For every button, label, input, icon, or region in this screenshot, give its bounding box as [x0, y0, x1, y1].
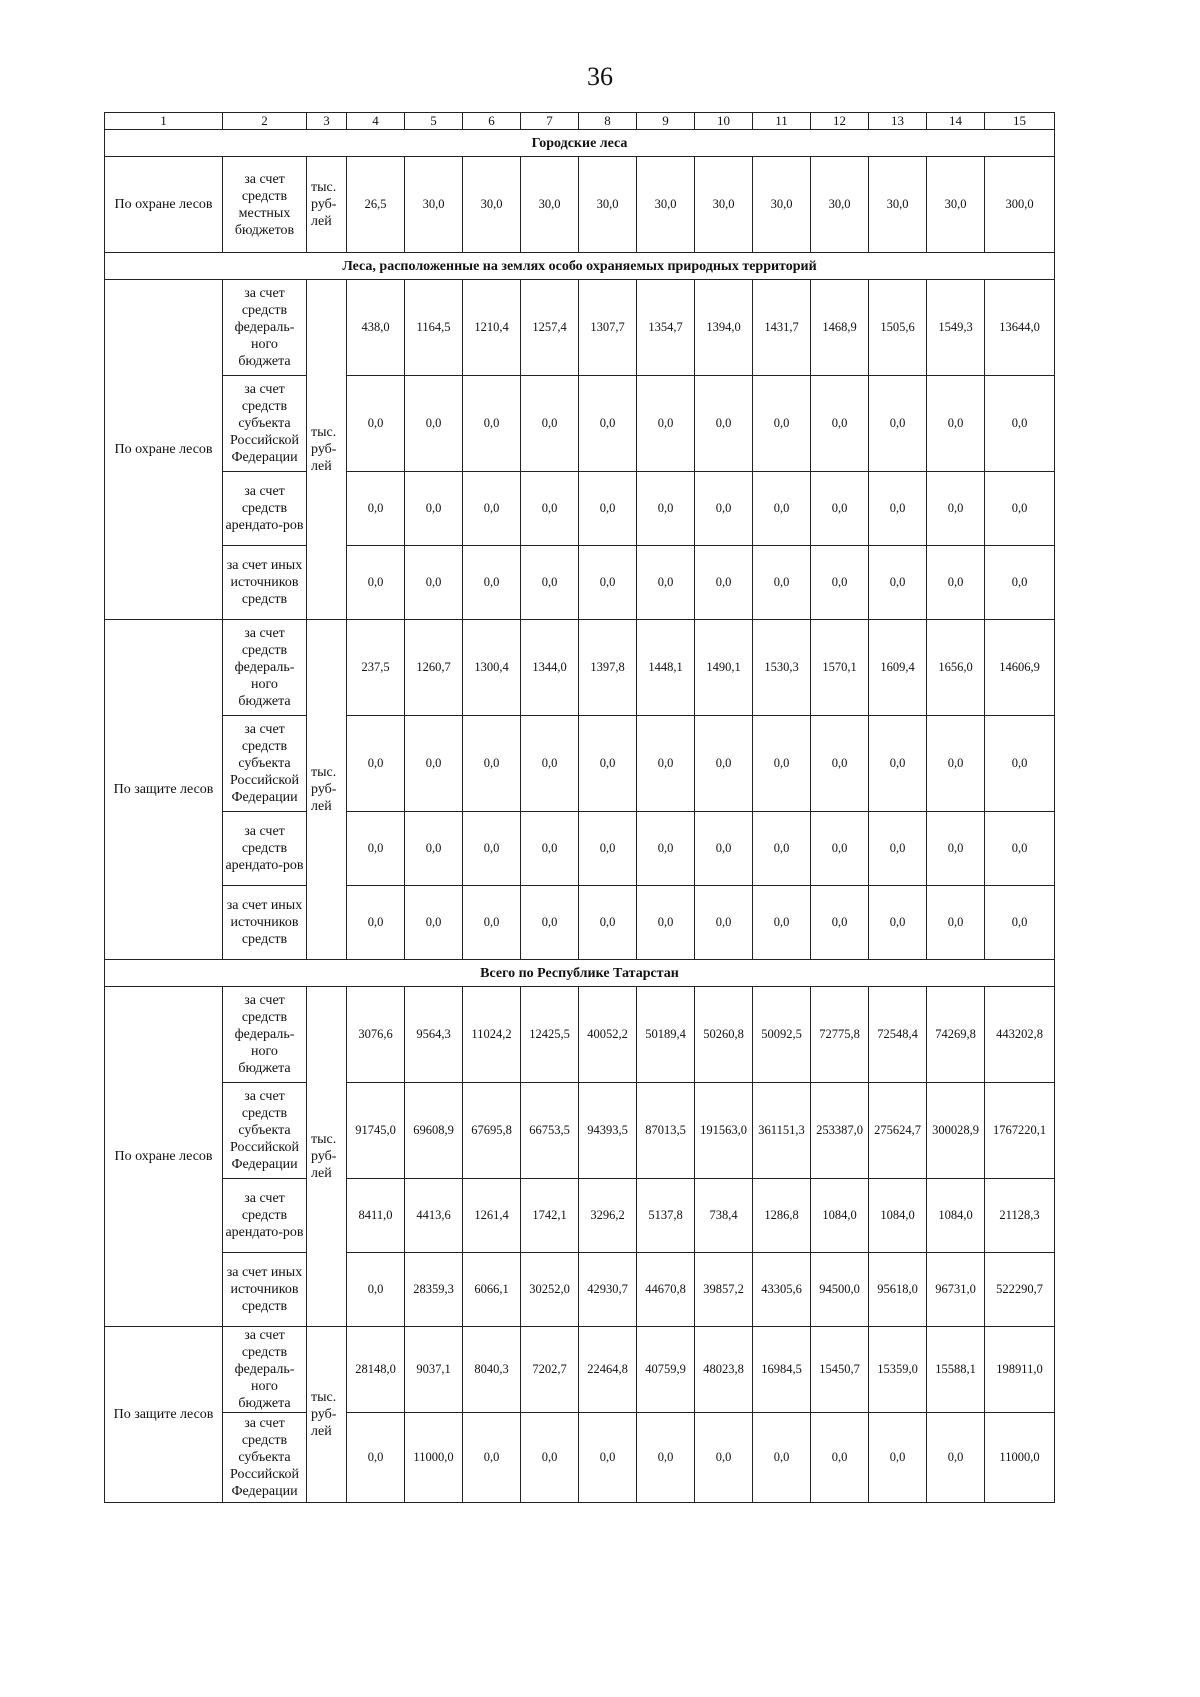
value-cell: 0,0 [927, 546, 985, 620]
value-cell: 1354,7 [637, 280, 695, 376]
value-cell: 0,0 [463, 546, 521, 620]
value-cell: 0,0 [753, 546, 811, 620]
value-cell: 1260,7 [405, 620, 463, 716]
value-cell: 43305,6 [753, 1253, 811, 1327]
value-cell: 40759,9 [637, 1327, 695, 1413]
value-cell: 0,0 [405, 716, 463, 812]
value-cell: 522290,7 [985, 1253, 1055, 1327]
value-cell: 1431,7 [753, 280, 811, 376]
value-cell: 30252,0 [521, 1253, 579, 1327]
value-cell: 0,0 [753, 886, 811, 960]
unit-cell: тыс. руб-лей [307, 280, 347, 620]
value-cell: 94500,0 [811, 1253, 869, 1327]
value-cell: 1656,0 [927, 620, 985, 716]
value-cell: 1570,1 [811, 620, 869, 716]
value-cell: 0,0 [869, 812, 927, 886]
value-cell: 1164,5 [405, 280, 463, 376]
value-cell: 237,5 [347, 620, 405, 716]
table-row [105, 280, 1055, 376]
value-cell: 0,0 [405, 376, 463, 472]
value-cell: 0,0 [521, 886, 579, 960]
value-cell: 50260,8 [695, 987, 753, 1083]
value-cell: 0,0 [927, 886, 985, 960]
value-cell: 198911,0 [985, 1327, 1055, 1413]
value-cell: 87013,5 [637, 1083, 695, 1179]
column-number: 6 [463, 113, 521, 130]
funding-source-cell: за счет иных источников средств [223, 546, 307, 620]
section-title-row [105, 253, 1055, 280]
table-row [105, 472, 1055, 546]
value-cell: 0,0 [521, 546, 579, 620]
column-number: 2 [223, 113, 307, 130]
value-cell: 30,0 [927, 157, 985, 253]
value-cell: 0,0 [811, 812, 869, 886]
section-title-row [105, 960, 1055, 987]
value-cell: 0,0 [869, 1413, 927, 1503]
funding-source-cell: за счет средств федераль-ного бюджета [223, 280, 307, 376]
value-cell: 9037,1 [405, 1327, 463, 1413]
value-cell: 0,0 [753, 812, 811, 886]
column-number-row [105, 113, 1055, 130]
value-cell: 0,0 [579, 546, 637, 620]
value-cell: 0,0 [811, 546, 869, 620]
value-cell: 21128,3 [985, 1179, 1055, 1253]
value-cell: 0,0 [637, 886, 695, 960]
value-cell: 0,0 [347, 812, 405, 886]
value-cell: 0,0 [463, 812, 521, 886]
funding-source-cell: за счет иных источников средств [223, 1253, 307, 1327]
column-number: 11 [753, 113, 811, 130]
value-cell: 72775,8 [811, 987, 869, 1083]
funding-source-cell: за счет средств субъекта Российской Федерации [223, 376, 307, 472]
unit-cell: тыс. руб-лей [307, 620, 347, 960]
value-cell: 0,0 [753, 716, 811, 812]
value-cell: 1609,4 [869, 620, 927, 716]
value-cell: 0,0 [579, 1413, 637, 1503]
value-cell: 22464,8 [579, 1327, 637, 1413]
table-body [105, 113, 1055, 1503]
funding-source-cell: за счет средств арендато-ров [223, 1179, 307, 1253]
value-cell: 8040,3 [463, 1327, 521, 1413]
funding-source-cell: за счет средств субъекта Российской Федерации [223, 716, 307, 812]
value-cell: 0,0 [811, 376, 869, 472]
table-row [105, 716, 1055, 812]
value-cell: 6066,1 [463, 1253, 521, 1327]
value-cell: 275624,7 [869, 1083, 927, 1179]
table-row [105, 546, 1055, 620]
value-cell: 0,0 [869, 472, 927, 546]
value-cell: 0,0 [869, 886, 927, 960]
table-row [105, 1413, 1055, 1503]
value-cell: 1448,1 [637, 620, 695, 716]
value-cell: 11000,0 [985, 1413, 1055, 1503]
funding-source-cell: за счет средств местных бюджетов [223, 157, 307, 253]
value-cell: 0,0 [579, 376, 637, 472]
value-cell: 26,5 [347, 157, 405, 253]
value-cell: 1767220,1 [985, 1083, 1055, 1179]
value-cell: 0,0 [347, 376, 405, 472]
value-cell: 1468,9 [811, 280, 869, 376]
value-cell: 0,0 [521, 376, 579, 472]
funding-source-cell: за счет средств арендато-ров [223, 812, 307, 886]
value-cell: 74269,8 [927, 987, 985, 1083]
value-cell: 0,0 [927, 472, 985, 546]
value-cell: 0,0 [985, 716, 1055, 812]
funding-source-cell: за счет средств федераль-ного бюджета [223, 620, 307, 716]
value-cell: 0,0 [695, 886, 753, 960]
value-cell: 11024,2 [463, 987, 521, 1083]
value-cell: 40052,2 [579, 987, 637, 1083]
column-number: 8 [579, 113, 637, 130]
value-cell: 191563,0 [695, 1083, 753, 1179]
column-number: 5 [405, 113, 463, 130]
table-row [105, 376, 1055, 472]
value-cell: 5137,8 [637, 1179, 695, 1253]
page-number: 36 [587, 62, 613, 91]
value-cell: 0,0 [463, 376, 521, 472]
value-cell: 13644,0 [985, 280, 1055, 376]
value-cell: 72548,4 [869, 987, 927, 1083]
value-cell: 48023,8 [695, 1327, 753, 1413]
value-cell: 0,0 [521, 716, 579, 812]
value-cell: 0,0 [753, 376, 811, 472]
value-cell: 0,0 [637, 472, 695, 546]
value-cell: 0,0 [637, 812, 695, 886]
value-cell: 50092,5 [753, 987, 811, 1083]
value-cell: 300028,9 [927, 1083, 985, 1179]
value-cell: 15359,0 [869, 1327, 927, 1413]
value-cell: 0,0 [579, 716, 637, 812]
value-cell: 30,0 [463, 157, 521, 253]
value-cell: 44670,8 [637, 1253, 695, 1327]
value-cell: 0,0 [927, 716, 985, 812]
value-cell: 0,0 [463, 472, 521, 546]
column-number: 7 [521, 113, 579, 130]
value-cell: 0,0 [753, 472, 811, 546]
value-cell: 0,0 [985, 376, 1055, 472]
value-cell: 8411,0 [347, 1179, 405, 1253]
value-cell: 50189,4 [637, 987, 695, 1083]
table-row [105, 620, 1055, 716]
value-cell: 300,0 [985, 157, 1055, 253]
value-cell: 39857,2 [695, 1253, 753, 1327]
value-cell: 438,0 [347, 280, 405, 376]
value-cell: 0,0 [927, 1413, 985, 1503]
value-cell: 0,0 [579, 886, 637, 960]
value-cell: 95618,0 [869, 1253, 927, 1327]
value-cell: 3296,2 [579, 1179, 637, 1253]
value-cell: 0,0 [869, 376, 927, 472]
value-cell: 30,0 [695, 157, 753, 253]
value-cell: 0,0 [347, 716, 405, 812]
value-cell: 0,0 [347, 1413, 405, 1503]
activity-cell: По охране лесов [105, 280, 223, 620]
value-cell: 30,0 [521, 157, 579, 253]
value-cell: 0,0 [521, 812, 579, 886]
table-row [105, 886, 1055, 960]
column-number: 13 [869, 113, 927, 130]
unit-cell: тыс. руб-лей [307, 157, 347, 253]
value-cell: 0,0 [637, 376, 695, 472]
value-cell: 0,0 [405, 812, 463, 886]
activity-cell: По охране лесов [105, 157, 223, 253]
table-row [105, 1083, 1055, 1179]
value-cell: 1742,1 [521, 1179, 579, 1253]
value-cell: 7202,7 [521, 1327, 579, 1413]
value-cell: 0,0 [521, 1413, 579, 1503]
forest-funding-table [104, 112, 1055, 1503]
value-cell: 91745,0 [347, 1083, 405, 1179]
activity-cell: По защите лесов [105, 620, 223, 960]
value-cell: 0,0 [927, 376, 985, 472]
value-cell: 30,0 [811, 157, 869, 253]
value-cell: 30,0 [637, 157, 695, 253]
value-cell: 0,0 [811, 716, 869, 812]
value-cell: 28148,0 [347, 1327, 405, 1413]
value-cell: 1286,8 [753, 1179, 811, 1253]
value-cell: 1210,4 [463, 280, 521, 376]
value-cell: 0,0 [463, 716, 521, 812]
value-cell: 16984,5 [753, 1327, 811, 1413]
value-cell: 0,0 [405, 546, 463, 620]
funding-source-cell: за счет средств арендато-ров [223, 472, 307, 546]
value-cell: 12425,5 [521, 987, 579, 1083]
column-number: 14 [927, 113, 985, 130]
column-number: 9 [637, 113, 695, 130]
value-cell: 1084,0 [811, 1179, 869, 1253]
value-cell: 738,4 [695, 1179, 753, 1253]
value-cell: 361151,3 [753, 1083, 811, 1179]
value-cell: 0,0 [405, 472, 463, 546]
value-cell: 253387,0 [811, 1083, 869, 1179]
unit-cell: тыс. руб-лей [307, 1327, 347, 1503]
value-cell: 0,0 [869, 716, 927, 812]
value-cell: 0,0 [637, 716, 695, 812]
table-row [105, 1253, 1055, 1327]
value-cell: 1394,0 [695, 280, 753, 376]
value-cell: 28359,3 [405, 1253, 463, 1327]
table-row [105, 157, 1055, 253]
funding-source-cell: за счет средств субъекта Российской Федерации [223, 1413, 307, 1503]
value-cell: 0,0 [347, 1253, 405, 1327]
value-cell: 3076,6 [347, 987, 405, 1083]
value-cell: 94393,5 [579, 1083, 637, 1179]
column-number: 4 [347, 113, 405, 130]
column-number: 10 [695, 113, 753, 130]
table-row [105, 987, 1055, 1083]
value-cell: 1549,3 [927, 280, 985, 376]
value-cell: 0,0 [695, 376, 753, 472]
value-cell: 1307,7 [579, 280, 637, 376]
value-cell: 0,0 [695, 812, 753, 886]
value-cell: 0,0 [521, 472, 579, 546]
value-cell: 0,0 [347, 886, 405, 960]
value-cell: 0,0 [811, 1413, 869, 1503]
value-cell: 0,0 [579, 812, 637, 886]
section-title-row [105, 130, 1055, 157]
value-cell: 1261,4 [463, 1179, 521, 1253]
funding-source-cell: за счет средств субъекта Российской Федерации [223, 1083, 307, 1179]
value-cell: 0,0 [463, 886, 521, 960]
unit-cell: тыс. руб-лей [307, 987, 347, 1327]
value-cell: 1397,8 [579, 620, 637, 716]
value-cell: 0,0 [579, 472, 637, 546]
value-cell: 0,0 [927, 812, 985, 886]
value-cell: 0,0 [347, 546, 405, 620]
value-cell: 0,0 [869, 546, 927, 620]
value-cell: 42930,7 [579, 1253, 637, 1327]
value-cell: 1300,4 [463, 620, 521, 716]
value-cell: 30,0 [405, 157, 463, 253]
value-cell: 9564,3 [405, 987, 463, 1083]
value-cell: 0,0 [753, 1413, 811, 1503]
value-cell: 0,0 [695, 716, 753, 812]
funding-source-cell: за счет средств федераль-ного бюджета [223, 987, 307, 1083]
value-cell: 1084,0 [869, 1179, 927, 1253]
value-cell: 0,0 [463, 1413, 521, 1503]
funding-source-cell: за счет средств федераль-ного бюджета [223, 1327, 307, 1413]
value-cell: 0,0 [695, 1413, 753, 1503]
value-cell: 30,0 [753, 157, 811, 253]
value-cell: 0,0 [985, 886, 1055, 960]
column-number: 15 [985, 113, 1055, 130]
value-cell: 30,0 [869, 157, 927, 253]
value-cell: 0,0 [637, 1413, 695, 1503]
value-cell: 15588,1 [927, 1327, 985, 1413]
value-cell: 30,0 [579, 157, 637, 253]
value-cell: 96731,0 [927, 1253, 985, 1327]
section-title: Всего по Республике Татарстан [105, 960, 1055, 987]
section-title: Леса, расположенные на землях особо охраняемых природных территорий [105, 253, 1055, 280]
value-cell: 69608,9 [405, 1083, 463, 1179]
section-title: Городские леса [105, 130, 1055, 157]
activity-cell: По защите лесов [105, 1327, 223, 1503]
table-row [105, 812, 1055, 886]
column-number: 12 [811, 113, 869, 130]
value-cell: 1257,4 [521, 280, 579, 376]
value-cell: 0,0 [985, 546, 1055, 620]
value-cell: 66753,5 [521, 1083, 579, 1179]
value-cell: 1084,0 [927, 1179, 985, 1253]
value-cell: 4413,6 [405, 1179, 463, 1253]
table-row [105, 1327, 1055, 1413]
value-cell: 0,0 [985, 472, 1055, 546]
value-cell: 0,0 [405, 886, 463, 960]
value-cell: 0,0 [637, 546, 695, 620]
value-cell: 1344,0 [521, 620, 579, 716]
value-cell: 0,0 [985, 812, 1055, 886]
value-cell: 0,0 [695, 472, 753, 546]
value-cell: 15450,7 [811, 1327, 869, 1413]
value-cell: 0,0 [811, 472, 869, 546]
table-row [105, 1179, 1055, 1253]
value-cell: 0,0 [811, 886, 869, 960]
value-cell: 1530,3 [753, 620, 811, 716]
value-cell: 0,0 [347, 472, 405, 546]
value-cell: 443202,8 [985, 987, 1055, 1083]
value-cell: 0,0 [695, 546, 753, 620]
value-cell: 1490,1 [695, 620, 753, 716]
column-number: 1 [105, 113, 223, 130]
value-cell: 1505,6 [869, 280, 927, 376]
value-cell: 11000,0 [405, 1413, 463, 1503]
value-cell: 14606,9 [985, 620, 1055, 716]
activity-cell: По охране лесов [105, 987, 223, 1327]
value-cell: 67695,8 [463, 1083, 521, 1179]
funding-source-cell: за счет иных источников средств [223, 886, 307, 960]
column-number: 3 [307, 113, 347, 130]
